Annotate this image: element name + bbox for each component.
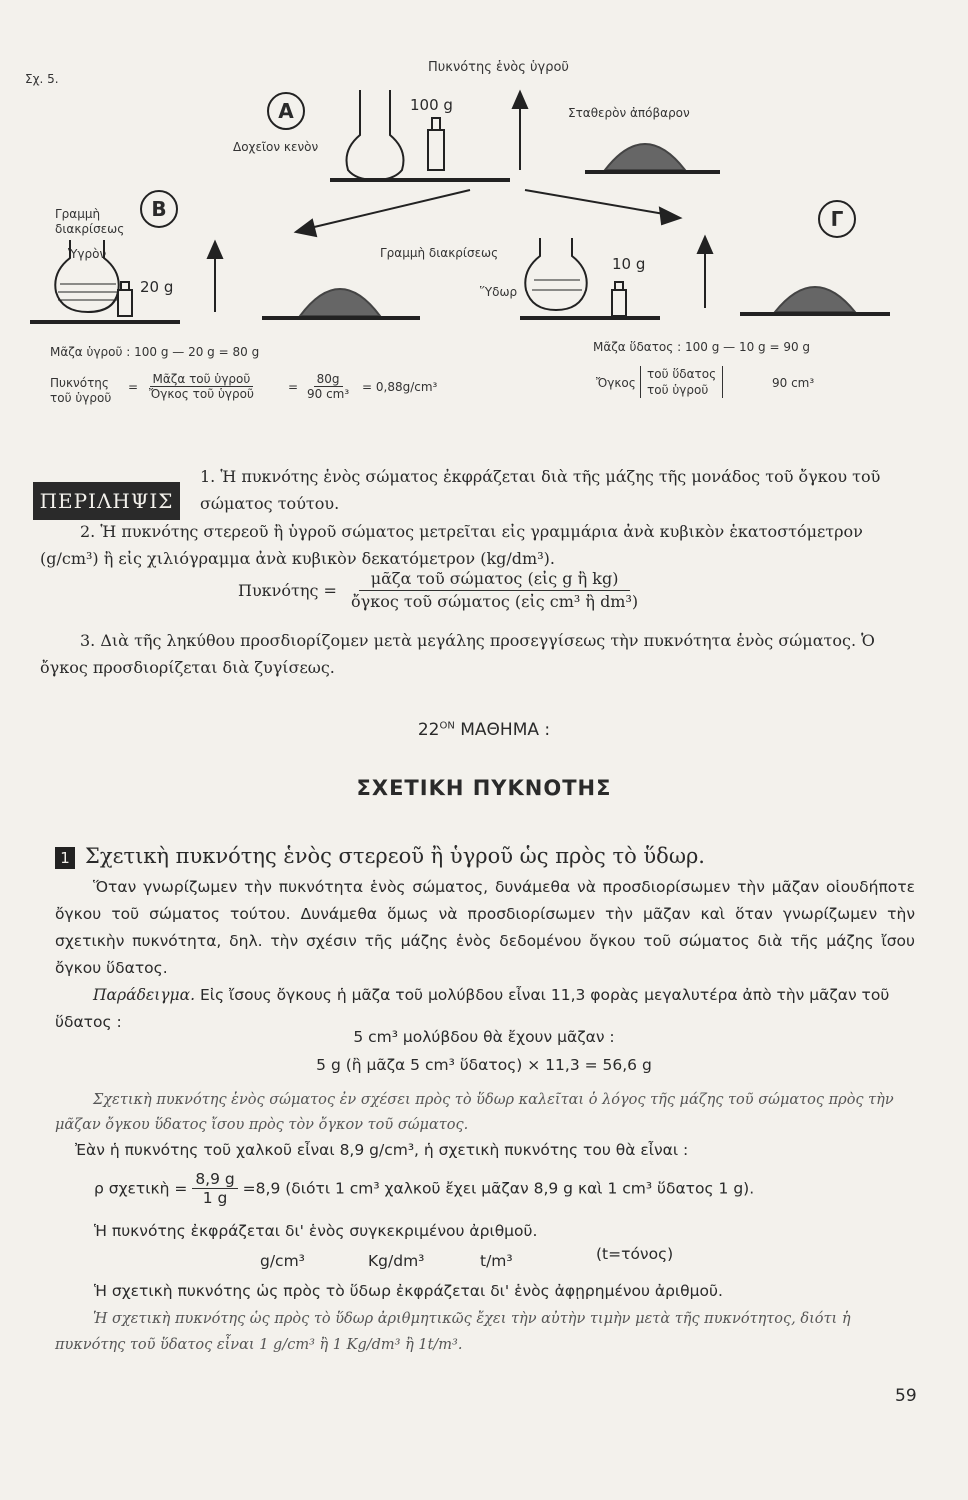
volume-label: Ὄγκος <box>596 376 636 390</box>
example-equation-2: 5 g (ἢ μᾶζα 5 cm³ ὕδατος) × 11,3 = 56,6 g <box>316 1056 652 1074</box>
figure-drawing <box>0 0 968 340</box>
unit-t-m3: t/m³ <box>480 1252 513 1270</box>
density-result: = 0,88g/cm³ <box>362 380 438 394</box>
division-line-label-b: Γραμμὴ διακρίσεως <box>55 207 125 236</box>
weight-a <box>428 130 444 170</box>
lesson-title: ΣΧΕΤΙΚΗ ΠΥΚΝΟΤΗΣ <box>356 776 612 800</box>
relative-density-equation: ρ σχετικὴ = $\frac{8,9 g}{1 g}$ =8,9 (διότι 1 cm³ χαλκοῦ ἔχει μᾶζαν 8,9 g καὶ 1 cm³ ὕδατος 1 g). <box>94 1170 755 1207</box>
ballast-top <box>605 144 685 170</box>
density-label: Πυκνότης τοῦ ὑγροῦ <box>50 376 112 405</box>
figure-title: Πυκνότης ἑνὸς ὑγροῦ <box>428 60 569 75</box>
section-1-paragraph: Ὅταν γνωρίζωμεν τὴν πυκνότητα ἑνὸς σώματος, δυνάμεθα νὰ προσδιορίσωμεν τὴν μᾶζαν οἱουδήποτε ὄγκου τοῦ σώματος τούτου. Δυνάμεθα ὅμως νὰ προσδιορίσωμεν τὴν μᾶζαν καὶ ὅταν γνωρίζωμεν τὴν σχετικὴν πυκνότητα, δηλ. τὴν σχέσιν τῆς μάζης ἑνὸς δεδομένου ὄγκου τοῦ σώματος διὰ τῆς μάζης ἴσου ὄγκου ὕδατος. <box>55 878 915 977</box>
weight-20-label: 20 g <box>140 278 174 296</box>
summary-formula <box>238 568 641 613</box>
copper-intro: Ἐὰν ἡ πυκνότης τοῦ χαλκοῦ εἶναι 8,9 g/cm³, ἡ σχετικὴ πυκνότης του θὰ εἶναι : <box>75 1141 689 1159</box>
final-italic-text: Ἡ σχετικὴ πυκνότης ὡς πρὸς τὸ ὕδωρ ἀριθμητικῶς ἔχει τὴν αὐτὴν τιμὴν μετὰ τῆς πυκνότητος, διότι ἡ πυκνότης τοῦ ὕδατος εἶναι 1 g/cm³ ἢ 1 Kg/dm³ ἢ 1t/m³. <box>55 1311 851 1353</box>
summary-badge: ΠΕΡΙΛΗΨΙΣ <box>33 482 180 520</box>
formula-numerator: μᾶζα τοῦ σώματος (εἰς g ἢ kg) <box>359 568 631 591</box>
formula-label: Πυκνότης = <box>238 581 337 600</box>
weight-100-label: 100 g <box>410 96 453 114</box>
volume-value: 90 cm³ <box>772 376 815 390</box>
water-mass-calc: Μᾶζα ὕδατος : 100 g — 10 g = 90 g <box>593 340 811 354</box>
label-b: B <box>140 190 178 228</box>
figure-label: Σχ. 5. <box>25 72 59 86</box>
density-fraction-words: $\frac{\text{Μᾶζα τοῦ ὑγροῦ}}{\text{Ὄγκος τοῦ ὑγροῦ}}$ <box>149 372 254 401</box>
liquid-mass-calc: Μᾶζα ὑγροῦ : 100 g — 20 g = 80 g <box>50 345 260 359</box>
division-line-label-center: Γραμμὴ διακρίσεως <box>380 246 499 260</box>
weight-10-label: 10 g <box>612 255 646 273</box>
summary-item-2: 2. Ἡ πυκνότης στερεοῦ ἢ ὑγροῦ σώματος μετρεῖται εἰς γραμμάρια ἀνὰ κυβικὸν ἑκατοστόμετρον (g/cm³) ἢ εἰς χιλιόγραμμα ἀνὰ κυβικὸν δεκατόμετρον (kg/dm³). <box>40 522 863 568</box>
ballast-center <box>300 289 380 316</box>
constant-ballast-label: Σταθερὸν ἀπόβαρον <box>568 106 690 120</box>
flask-b <box>55 240 118 312</box>
relative-abstract-text: Ἡ σχετικὴ πυκνότης ὡς πρὸς τὸ ὕδωρ ἐκφράζεται δι' ἑνὸς ἀφῃρημένου ἀριθμοῦ. <box>94 1282 723 1300</box>
density-fraction-values: $\frac{80g}{\text{90 cm³}}$ <box>307 372 350 401</box>
formula-denominator: ὄγκος τοῦ σώματος (εἰς cm³ ἢ dm³) <box>351 592 639 611</box>
volume-bracket: τοῦ ὕδατος τοῦ ὑγροῦ <box>640 366 723 398</box>
water-label: Ὕδωρ <box>480 285 518 299</box>
section-number: 1 <box>55 847 75 869</box>
summary-item-3: 3. Διὰ τῆς ληκύθου προσδιορίζομεν μετὰ μεγάλης προσεγγίσεως τὴν πυκνότητα ἑνὸς σώματος. Ὁ ὄγκος προσδιορίζεται διὰ ζυγίσεως. <box>40 631 875 677</box>
example-paragraph: Παράδειγμα. Εἰς ἴσους ὄγκους ἡ μᾶζα τοῦ μολύβδου εἶναι 11,3 φορὰς μεγαλυτέρα ἀπὸ τὴν μᾶζαν τοῦ ὕδατος : <box>55 986 890 1031</box>
page-number: 59 <box>895 1386 917 1406</box>
unit-note: (t=τόνος) <box>596 1245 674 1263</box>
liquid-label: Ὑγρὸν <box>68 247 107 261</box>
summary-item-1: 1. Ἡ πυκνότης ἑνὸς σώματος ἐκφράζεται διὰ τῆς μάζης τῆς μονάδος τοῦ ὄγκου τοῦ σώματος τούτου. <box>200 467 881 513</box>
ballast-right <box>775 287 855 312</box>
definition-text: Σχετικὴ πυκνότης ἑνὸς σώματος ἐν σχέσει πρὸς τὸ ὕδωρ καλεῖται ὁ λόγος τῆς μάζης τοῦ σώματος πρὸς τὴν μᾶζαν ὄγκου ὕδατος ἴσου πρὸς τὸν ὄγκον τοῦ σώματος. <box>55 1092 894 1133</box>
label-a: A <box>267 92 305 130</box>
label-g: Γ <box>818 200 856 238</box>
weight-c <box>612 290 626 316</box>
example-label: Παράδειγμα. <box>93 986 196 1004</box>
unit-g-cm3: g/cm³ <box>260 1252 305 1270</box>
unit-kg-dm3: Kg/dm³ <box>368 1252 425 1270</box>
section-1-heading: 1 Σχετικὴ πυκνότης ἑνὸς στερεοῦ ἢ ὑγροῦ ὡς πρὸς τὸ ὕδωρ. <box>55 844 915 869</box>
weight-b <box>118 290 132 316</box>
flask-a <box>347 90 404 180</box>
example-equation-1: 5 cm³ μολύβδου θὰ ἔχουν μᾶζαν : <box>353 1028 615 1046</box>
lesson-number: $22^{ON}$ ΜΑΘΗΜΑ : <box>417 720 551 740</box>
expressed-by-text: Ἡ πυκνότης ἐκφράζεται δι' ἑνὸς συγκεκριμένου ἀριθμοῦ. <box>94 1222 538 1240</box>
empty-vessel-label: Δοχεῖον κενὸν <box>233 140 319 154</box>
flask-c <box>525 238 586 310</box>
